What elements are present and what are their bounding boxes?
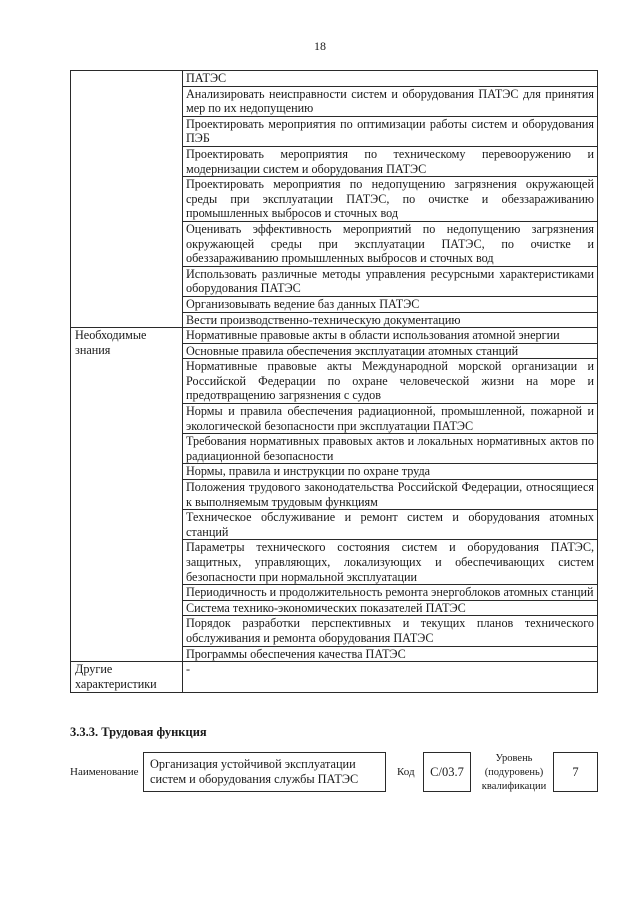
skill-item: Использовать различные методы управления ресурсными характеристиками оборудования ПАТЭС: [183, 266, 598, 296]
knowledge-item: Система технико-экономических показателей ПАТЭС: [183, 600, 598, 616]
competency-table: [70, 70, 598, 693]
skill-item: Проектировать мероприятия по техническому перевооружению и модернизации систем и оборудования ПАТЭС: [183, 146, 598, 176]
code-field: C/03.7: [423, 752, 471, 792]
skill-item: Проектировать мероприятия по оптимизации работы систем и оборудования ПЭБ: [183, 116, 598, 146]
skill-item: Вести производственно-техническую документацию: [183, 312, 598, 328]
table-row: [71, 662, 598, 693]
knowledge-item: Положения трудового законодательства Российской Федерации, относящиеся к выполняемым трудовым функциям: [183, 480, 598, 510]
skill-item: Оценивать эффективность мероприятий по недопущению загрязнения окружающей среды при эксплуатации ПАТЭС, по очистке и обеззараживанию промышленных выбросов и сточных вод: [183, 221, 598, 266]
code-label: Код: [397, 766, 415, 778]
knowledge-item: Параметры технического состояния систем и оборудования ПАТЭС, защитных, управляющих, локализующих и обеспечивающих систем безопасности при нормальной эксплуатации: [183, 540, 598, 585]
other-label: Другие характеристики: [71, 662, 183, 693]
page-number: 18: [314, 39, 326, 53]
knowledge-item: Нормы, правила и инструкции по охране труда: [183, 464, 598, 480]
table-row: [71, 71, 598, 87]
knowledge-label: Необходимые знания: [71, 328, 183, 662]
skill-item: Проектировать мероприятия по недопущению загрязнения окружающей среды при эксплуатации ПАТЭС, по очистке и обеззараживанию промышленных выбросов и сточных вод: [183, 177, 598, 222]
knowledge-item: Нормативные правовые акты Международной морской организации и Российской Федерации по охране человеческой жизни на море и предотвращению загрязнения с судов: [183, 359, 598, 404]
section-heading: 3.3.3. Трудовая функция: [70, 725, 207, 739]
skills-label-cell: [71, 71, 183, 328]
knowledge-item: Требования нормативных правовых актов и локальных нормативных актов по радиационной безопасности: [183, 434, 598, 464]
knowledge-item: Техническое обслуживание и ремонт систем и оборудования атомных станций: [183, 510, 598, 540]
other-value: -: [183, 662, 598, 693]
table-row: [71, 328, 598, 344]
skill-item: ПАТЭС: [183, 71, 598, 87]
knowledge-item: Нормы и правила обеспечения радиационной, промышленной, пожарной и экологической безопасности при эксплуатации ПАТЭС: [183, 404, 598, 434]
level-field: 7: [553, 752, 598, 792]
knowledge-item: Программы обеспечения качества ПАТЭС: [183, 646, 598, 662]
skill-item: Анализировать неисправности систем и оборудования ПАТЭС для принятия мер по их недопущению: [183, 86, 598, 116]
skill-item: Организовывать ведение баз данных ПАТЭС: [183, 296, 598, 312]
knowledge-item: Порядок разработки перспективных и текущих планов технического обслуживания и ремонта оборудования ПАТЭС: [183, 616, 598, 646]
function-name-field: Организация устойчивой эксплуатации систем и оборудования службы ПАТЭС: [143, 752, 386, 792]
knowledge-item: Периодичность и продолжительность ремонта энергоблоков атомных станций: [183, 585, 598, 601]
knowledge-item: Нормативные правовые акты в области использования атомной энергии: [183, 328, 598, 344]
level-label: Уровень (подуровень) квалификации: [481, 753, 547, 792]
name-label: Наименование: [70, 766, 139, 778]
knowledge-item: Основные правила обеспечения эксплуатации атомных станций: [183, 343, 598, 359]
